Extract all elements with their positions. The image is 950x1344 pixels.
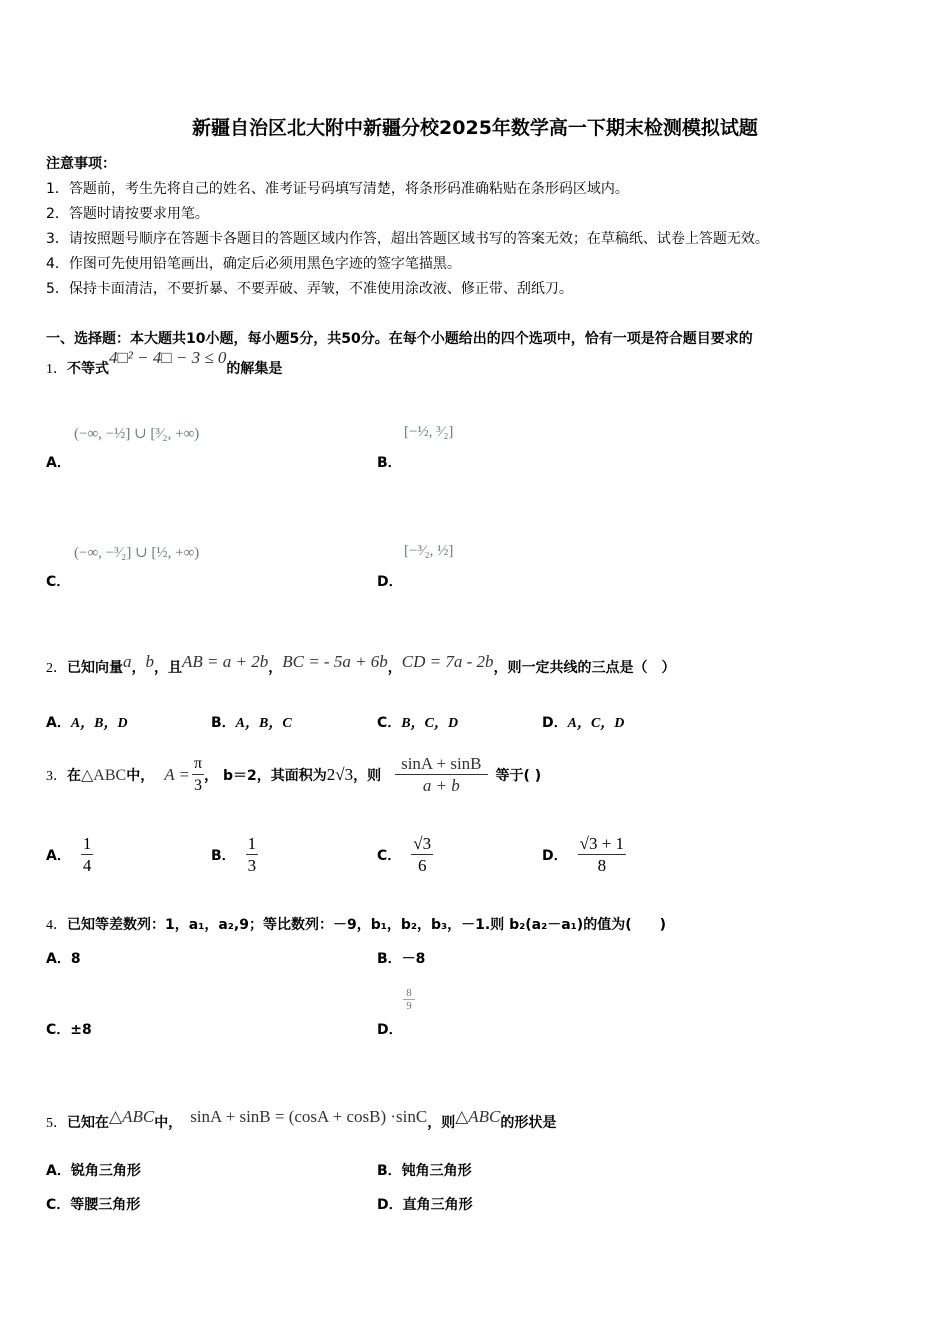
option-a-label[interactable]: A． [46,455,71,471]
fraction-numerator: 8 [403,987,415,1000]
fraction-denominator: a + b [422,775,460,795]
option-text: 直角三角形 [402,1197,473,1213]
area-formula: 2√3 [326,765,354,784]
fraction-denominator: 6 [417,855,427,875]
question-text: 中， [126,768,155,784]
option-text: 8 [70,951,81,967]
option-b-formula: [−½, ³⁄₂] [404,424,454,440]
option-c[interactable] [46,1019,92,1039]
question-text: ，则一定共线的三点是（ ） [493,660,676,676]
option-a[interactable] [46,948,81,968]
option-text: 钝角三角形 [401,1163,472,1179]
notice-item: 3．请按照题号顺序在答题卡各题目的答题区域内作答，超出答题区域书写的答案无效；在草稿纸、试卷上答题无效。 [46,231,769,247]
section-heading: 一、选择题：本大题共10小题，每小题5分，共50分。在每个小题给出的四个选项中，恰有一项是符合题目要求的 [46,331,753,347]
fraction-numerator: π [192,754,204,775]
option-fraction [578,834,626,877]
option-label: C． [46,1022,71,1038]
fraction-denominator: 4 [82,855,92,875]
option-d-fraction [403,987,415,1012]
option-text: －8 [401,951,426,967]
option-d[interactable] [377,1194,473,1214]
option-text: 锐角三角形 [70,1163,141,1179]
question-text: 的形状是 [500,1115,557,1131]
question-text: 在 [67,768,81,784]
vector-a: a [123,652,132,671]
notice-item: 4．作图可先使用铅笔画出，确定后必须用黑色字迹的签字笔描黑。 [46,256,461,272]
option-d[interactable] [542,712,624,732]
question-text: 已知在 [67,1115,109,1131]
option-c-label[interactable]: C． [46,574,71,590]
question-text: ， b＝2，其面积为 [204,768,327,784]
option-b[interactable] [377,948,425,968]
question-number: 4． [46,918,67,933]
option-c[interactable] [46,1194,140,1214]
option-a[interactable] [46,830,93,880]
ratio-fraction [395,754,487,797]
option-label: A． [46,848,71,864]
question-text: ，则 [353,768,382,784]
option-d-formula: [−³⁄₂, ½] [404,543,454,559]
option-text: B，C，D [401,716,459,731]
question-text: 已知向量 [67,660,123,676]
option-a[interactable] [46,712,128,732]
trig-equation: sinA + sinB = (cosA + cosB) ·sinC [190,1107,428,1126]
notice-heading: 注意事项： [46,156,116,172]
notice-item: 2．答题时请按要求用笔。 [46,206,209,222]
option-c[interactable] [377,830,433,880]
option-label: D． [377,1022,403,1038]
angle-a-fraction [192,754,204,797]
triangle-formula: △ABC [109,1107,155,1126]
question-text: 已知等差数列：1，a₁，a₂,9；等比数列：－9，b₁，b₂，b₃，－1.则 b₂(a₂－a₁)的值为( ) [67,917,666,933]
option-fraction [81,834,94,877]
option-d[interactable] [377,1019,403,1039]
notice-item: 1．答题前，考生先将自己的姓名、准考证号码填写清楚，将条形码准确粘贴在条形码区域内。 [46,181,629,197]
option-a-formula: (−∞, −½] ∪ [³⁄₂, +∞) [74,426,200,442]
angle-a-lhs: A = [164,765,191,784]
fraction-numerator: 1 [82,833,92,853]
vector-cd-formula: CD = 7a - 2b [401,652,494,671]
question-4 [46,914,666,934]
page-title: 新疆自治区北大附中新疆分校2025年数学高一下期末检测模拟试题 [192,117,758,139]
option-label: B． [377,951,402,967]
option-label: B． [377,1163,402,1179]
fraction-numerator: 1 [247,833,257,853]
option-label: D． [542,848,568,864]
option-d-label[interactable]: D． [377,574,403,590]
question-text: 的解集是 [226,361,283,377]
option-a[interactable] [46,1160,141,1180]
option-text: A，B，C [235,716,292,731]
option-b[interactable] [211,830,258,880]
option-label: C． [46,1197,71,1213]
notice-item: 5．保持卡面清洁，不要折暴、不要弄破、弄皱，不准使用涂改液、修正带、刮纸刀。 [46,281,573,297]
question-text: 等于( ) [495,768,542,784]
triangle-formula: △ABC [455,1107,501,1126]
triangle-formula: △ABC [81,767,127,784]
option-label: A． [46,951,71,967]
question-text: ，且 [154,660,182,676]
option-text: A，B，D [70,716,128,731]
option-c[interactable] [377,712,458,732]
option-label: A． [46,715,71,731]
option-label: B． [211,715,236,731]
fraction-denominator: 3 [194,776,203,794]
question-text: ，则 [427,1115,456,1131]
option-text: A，C，D [567,716,625,731]
vector-b: b [145,652,154,671]
option-c-formula: (−∞, −³⁄₂] ∪ [½, +∞) [74,545,200,561]
question-5 [46,1107,557,1132]
option-label: C． [377,848,402,864]
fraction-numerator: √3 + 1 [579,833,625,853]
inequality-formula: 4□² − 4□ − 3 ≤ 0 [109,348,227,367]
question-number: 2． [46,661,67,676]
question-text: ， [131,660,146,676]
option-b-label[interactable]: B． [377,455,402,471]
fraction-denominator: 8 [597,855,607,875]
option-label: A． [46,1163,71,1179]
option-b[interactable] [377,1160,472,1180]
option-label: D． [542,715,568,731]
question-text: 中， [154,1115,183,1131]
option-label: D． [377,1197,403,1213]
option-d[interactable] [542,830,626,880]
option-fraction [246,834,259,877]
fraction-numerator: sinA + sinB [395,754,487,775]
vector-bc-formula: BC = - 5a + 6b [282,652,388,671]
question-3 [46,745,541,805]
fraction-denominator: 9 [406,1000,412,1012]
option-text: 等腰三角形 [70,1197,141,1213]
question-1 [46,348,283,378]
option-label: C． [377,715,402,731]
option-text: ±8 [70,1022,92,1038]
question-number: 3． [46,769,67,784]
question-number: 1． [46,362,67,377]
question-2: 2．已知向量a，b，且AB = a + 2b，BC = - 5a + 6b，CD = 7a - 2b，则一定共线的三点是（ ） [46,652,676,676]
option-fraction [411,834,433,877]
question-text: 不等式 [67,361,109,377]
fraction-denominator: 3 [247,855,257,875]
fraction-numerator: √3 [413,833,432,853]
option-label: B． [211,848,236,864]
question-number: 5． [46,1116,67,1131]
option-b[interactable] [211,712,292,732]
vector-ab-formula: AB = a + 2b [182,652,269,671]
